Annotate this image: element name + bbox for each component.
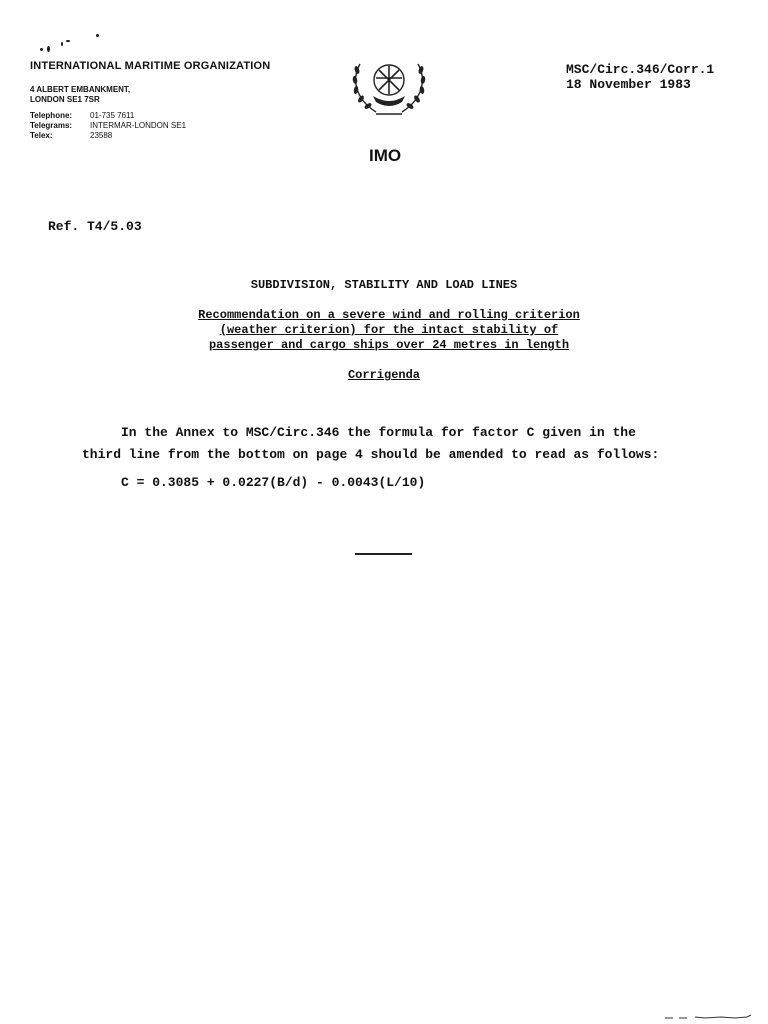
section-heading: SUBDIVISION, STABILITY AND LOAD LINES [250,278,518,292]
recommendation-line: passenger and cargo ships over 24 metres in length [208,338,570,352]
formula: C = 0.3085 + 0.0227(B/d) - 0.0043(L/10) [121,475,426,490]
contact-value: INTERMAR-LONDON SE1 [90,121,187,130]
address-line: 4 ALBERT EMBANKMENT, [30,85,131,94]
recommendation-line: Recommendation on a severe wind and rolling criterion [198,308,580,322]
body-text-line: third line from the bottom on page 4 should be amended to read as follows: [82,447,660,462]
organization-name: INTERNATIONAL MARITIME ORGANIZATION [30,60,271,72]
scan-specks [30,28,120,58]
address-line: LONDON SE1 7SR [30,95,100,104]
corrigenda-heading: Corrigenda [347,368,420,382]
body-text-line: In the Annex to MSC/Circ.346 the formula for factor C given in the [121,425,636,440]
contact-row-telex [30,131,186,141]
contact-value: 01-735 7611 [90,111,135,120]
contact-details [30,111,186,141]
contact-row-telephone [30,111,186,121]
organization-address [30,85,130,105]
contact-label: Telephone: [30,111,73,120]
imo-emblem-icon [346,56,432,118]
circular-number: MSC/Circ.346/Corr.1 [566,62,715,77]
footer-scan-mark [665,1014,753,1020]
contact-value: 23588 [90,131,113,140]
recommendation-title [0,308,768,353]
recommendation-line: (weather criterion) for the intact stability of [219,323,559,337]
contact-label: Telegrams: [30,121,73,130]
circular-date: 18 November 1983 [566,77,691,92]
circular-reference [566,62,714,92]
imo-title: IMO [369,146,402,165]
contact-row-telegrams [30,121,186,131]
contact-label: Telex: [30,131,53,140]
end-rule [355,553,412,555]
reference-number: Ref. T4/5.03 [48,219,142,234]
